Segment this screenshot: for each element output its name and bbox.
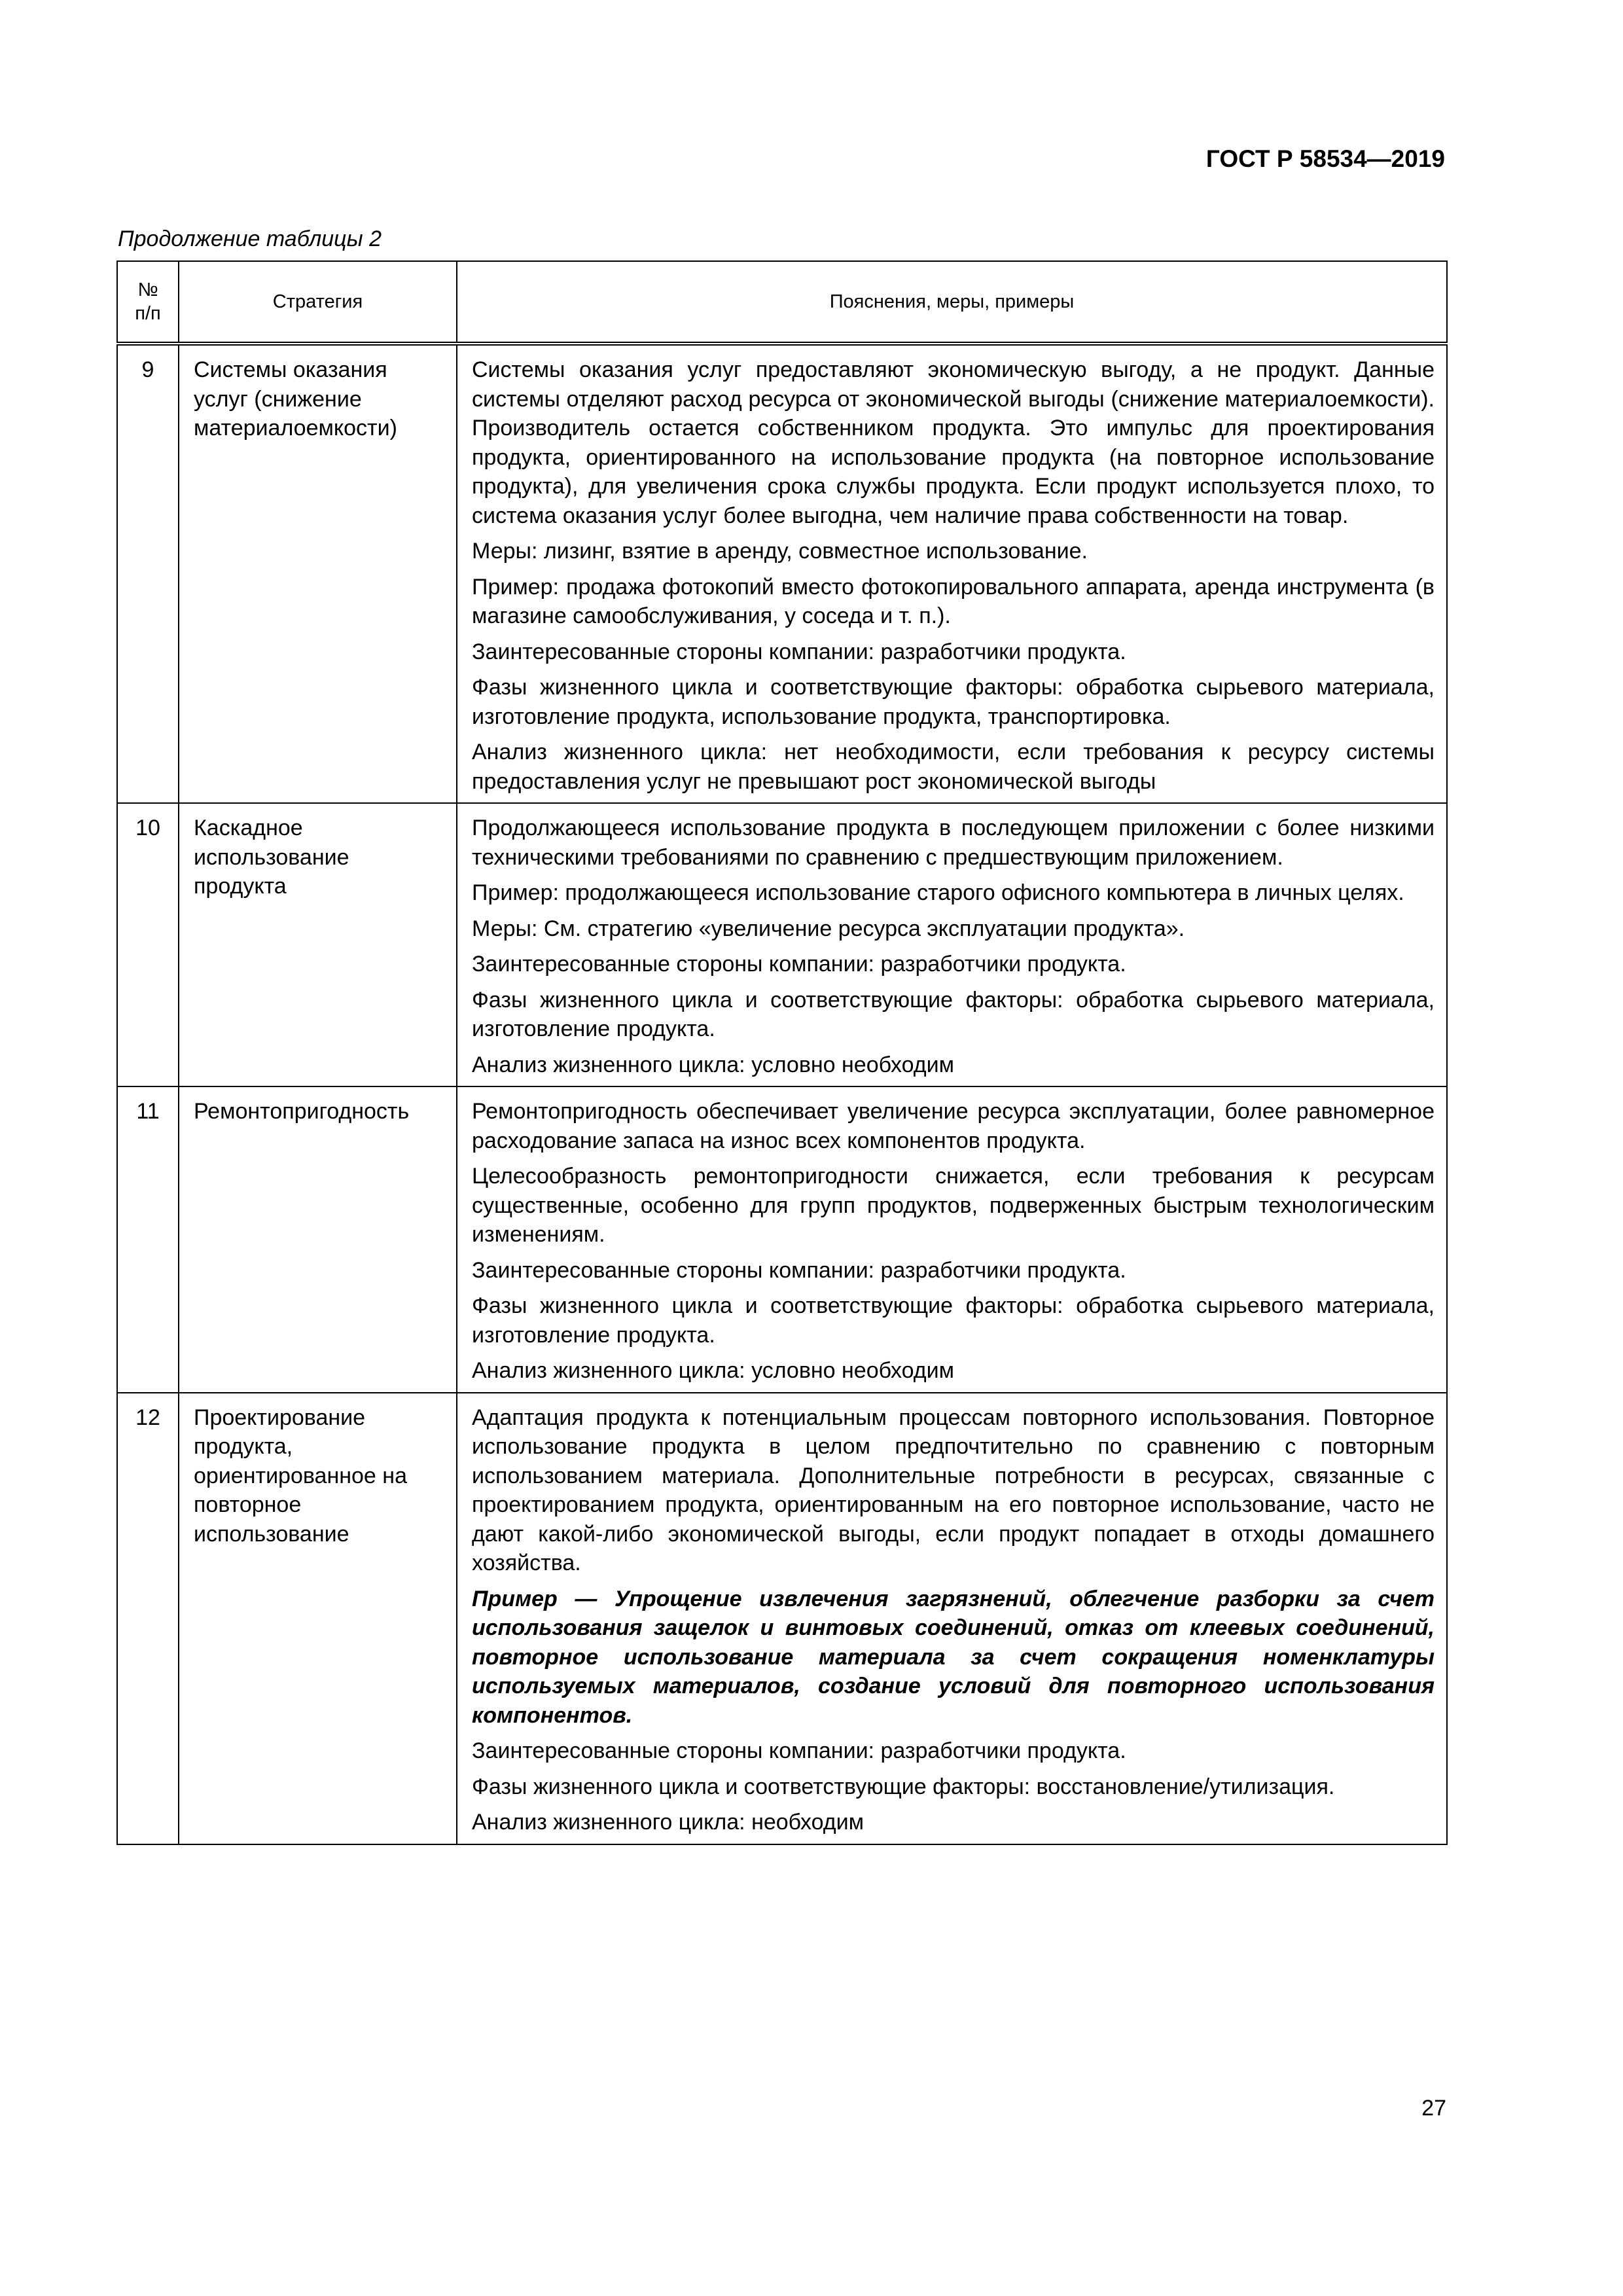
column-header-num (117, 261, 179, 344)
explanation-paragraph: Адаптация продукта к потенциальным процессам повторного использования. Повторное использование продукта в целом предпочтительно по сравнению с повторным использованием материала. Дополнительные потребности в ресурсах, связанные с проектированием продукта, ориентированным на его повторное использование, часто не дают какой-либо экономической выгоды, если продукт попадает в отходы домашнего хозяйства. (472, 1405, 1435, 1575)
explanation-paragraph: Пример: продолжающееся использование старого офисного компьютера в личных целях. (472, 880, 1404, 905)
column-header-explanation-label: Пояснения, меры, примеры (829, 291, 1075, 312)
strategy-table (116, 260, 1448, 1845)
page-number: 27 (1421, 2096, 1446, 2121)
explanation-paragraph: Меры: лизинг, взятие в аренду, совместное использование. (472, 539, 1088, 564)
explanation-paragraph: Фазы жизненного цикла и соответствующие факторы: обработка сырьевого материала, изготовление продукта, использование продукта, транспортировка. (472, 675, 1435, 729)
row-strategy: Ремонтопригодность (179, 1086, 457, 1393)
explanation-paragraph: Меры: См. стратегию «увеличение ресурса эксплуатации продукта». (472, 916, 1185, 941)
row-strategy: Проектирование продукта, ориентированное на повторное использование (179, 1393, 457, 1844)
explanation-paragraph: Заинтересованные стороны компании: разработчики продукта. (472, 1738, 1126, 1763)
column-header-explanation (457, 261, 1447, 344)
row-number: 11 (117, 1086, 179, 1393)
row-number: 10 (117, 803, 179, 1086)
row-number: 9 (117, 344, 179, 803)
column-header-num-label: № п/п (135, 279, 161, 324)
row-explanation (457, 1086, 1447, 1393)
explanation-paragraph: Анализ жизненного цикла: условно необходим (472, 1052, 954, 1077)
explanation-paragraph: Продолжающееся использование продукта в последующем приложении с более низкими техническими требованиями по сравнению с предшествующим приложением. (472, 816, 1435, 870)
table-row (117, 344, 1447, 803)
column-header-strategy-label: Стратегия (272, 291, 363, 312)
row-strategy: Каскадное использование продукта (179, 803, 457, 1086)
explanation-paragraph: Заинтересованные стороны компании: разработчики продукта. (472, 639, 1126, 664)
explanation-paragraph: Пример: продажа фотокопий вместо фотокопировального аппарата, аренда инструмента (в магазине самообслуживания, у соседа и т. п.). (472, 574, 1435, 628)
table-header (117, 261, 1447, 344)
explanation-paragraph: Фазы жизненного цикла и соответствующие факторы: обработка сырьевого материала, изготовление продукта. (472, 1293, 1435, 1348)
explanation-paragraph: Заинтересованные стороны компании: разработчики продукта. (472, 952, 1126, 977)
row-number: 12 (117, 1393, 179, 1844)
table-row (117, 803, 1447, 1086)
row-strategy: Системы оказания услуг (снижение материалоемкости) (179, 344, 457, 803)
table-row (117, 1393, 1447, 1844)
explanation-paragraph: Фазы жизненного цикла и соответствующие факторы: обработка сырьевого материала, изготовление продукта. (472, 987, 1435, 1041)
explanation-paragraph: Целесообразность ремонтопригодности снижается, если требования к ресурсам существенные, особенно для групп продуктов, подверженных быстрым технологическим изменениям. (472, 1164, 1435, 1247)
row-explanation (457, 1393, 1447, 1844)
explanation-paragraph: Анализ жизненного цикла: необходим (472, 1810, 865, 1835)
table-row (117, 1086, 1447, 1393)
table-caption: Продолжение таблицы 2 (118, 226, 382, 251)
explanation-paragraph: Ремонтопригодность обеспечивает увеличение ресурса эксплуатации, более равномерное расходование запаса на износ всех компонентов продукта. (472, 1099, 1435, 1153)
row-explanation (457, 344, 1447, 803)
standard-designation: ГОСТ Р 58534—2019 (1205, 145, 1445, 172)
table-body (117, 344, 1447, 1844)
explanation-paragraph: Пример — Упрощение извлечения загрязнений, облегчение разборки за счет использования защелок и винтовых соединений, отказ от клеевых соединений, повторное использование материала за счет сокращения номенклатуры используемых материалов, создание условий для повторного использования компонентов. (472, 1586, 1435, 1728)
row-explanation (457, 803, 1447, 1086)
explanation-paragraph: Фазы жизненного цикла и соответствующие факторы: восстановление/утилизация. (472, 1774, 1335, 1799)
explanation-paragraph: Системы оказания услуг предоставляют экономическую выгоду, а не продукт. Данные системы отделяют расход ресурса от экономической выгоды (снижение материалоемкости). Производитель остается собственником продукта. Это импульс для проектирования продукта, ориентированного на использование продукта (на повторное использование продукта), для увеличения срока службы продукта. Если продукт используется плохо, то система оказания услуг более выгодна, чем наличие права собственности на товар. (472, 357, 1435, 528)
explanation-paragraph: Анализ жизненного цикла: нет необходимости, если требования к ресурсу системы предоставления услуг не превышают рост экономической выгоды (472, 740, 1435, 794)
explanation-paragraph: Анализ жизненного цикла: условно необходим (472, 1358, 954, 1383)
explanation-paragraph: Заинтересованные стороны компании: разработчики продукта. (472, 1257, 1126, 1283)
column-header-strategy (179, 261, 457, 344)
